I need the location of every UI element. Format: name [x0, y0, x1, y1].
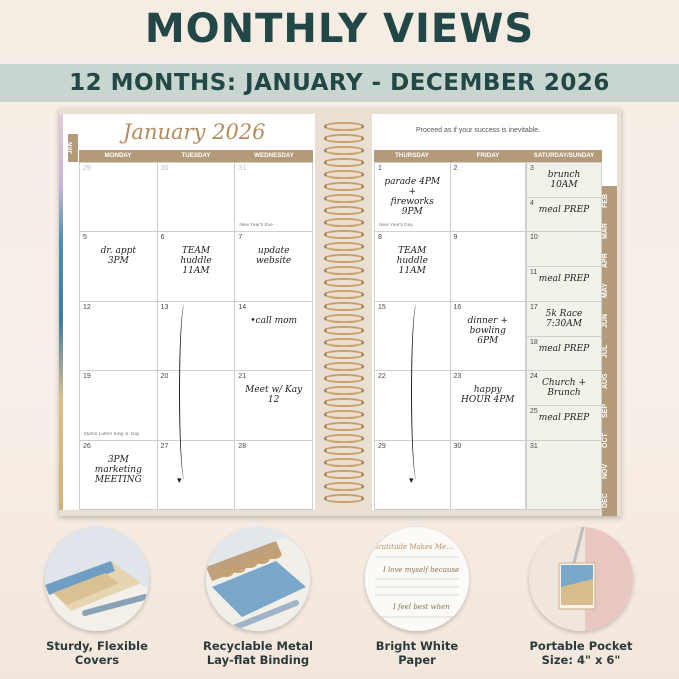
handwritten-entry: meal PREP [538, 412, 590, 423]
handwritten-entry: update website [256, 246, 292, 267]
weekend-column [526, 162, 602, 510]
spiral-coil [324, 314, 364, 323]
day-number: 1 [378, 165, 382, 172]
day-header: THURSDAY [395, 152, 429, 159]
day-number: 8 [378, 234, 382, 242]
day-number: 31 [238, 165, 247, 172]
calendar-day-cell[interactable] [527, 371, 602, 406]
day-number: 2 [453, 165, 458, 172]
handwritten-entry: meal PREP [538, 274, 590, 285]
calendar-day-cell[interactable] [375, 163, 451, 232]
spiral-coil [324, 230, 364, 239]
calendar-day-cell[interactable] [527, 232, 602, 267]
day-number: 19 [83, 373, 91, 381]
holiday-note: New Year's Eve [239, 223, 273, 229]
day-number: 23 [453, 373, 462, 381]
month-tabs [602, 186, 617, 516]
calendar-day-cell[interactable] [451, 371, 527, 440]
calendar-day-cell[interactable] [158, 302, 236, 371]
day-number: 13 [160, 303, 169, 311]
handwritten-entry: 3PM marketing MEETING [94, 454, 142, 485]
calendar-day-cell[interactable] [527, 163, 602, 198]
spiral-coil [324, 206, 364, 215]
day-number: 20 [160, 373, 169, 381]
feature-paper [352, 527, 482, 667]
day-number: 3 [530, 165, 534, 172]
calendar-day-cell[interactable] [527, 267, 602, 302]
arrow-line [179, 304, 193, 480]
day-header: MONDAY [104, 152, 132, 159]
calendar-grid-left [79, 162, 313, 510]
svg-text:I love myself because: I love myself because [383, 566, 460, 574]
calendar-day-cell[interactable] [158, 371, 236, 440]
handwritten-entry: brunch 10AM [547, 170, 581, 190]
day-number: 7 [238, 234, 243, 242]
handwritten-entry: dr. appt 3PM [100, 246, 136, 267]
calendar-day-cell[interactable] [235, 163, 313, 232]
handwritten-entry: TEAM huddle 11AM [180, 246, 212, 277]
month-tab-sep[interactable]: SEP [602, 404, 609, 419]
handwritten-entry: Meet w/ Kay 12 [245, 385, 303, 406]
calendar-day-cell[interactable] [235, 232, 313, 301]
spiral-coil [324, 254, 364, 263]
spiral-binding-icon [206, 527, 310, 631]
spiral-coil [324, 410, 364, 419]
paper-page-icon [365, 527, 469, 631]
spiral-coil [324, 494, 364, 503]
day-number: 22 [378, 373, 386, 381]
calendar-day-cell[interactable] [235, 371, 313, 440]
spiral-coil [324, 218, 364, 227]
feature-label: Portable Pocket Size: 4" x 6" [529, 639, 633, 667]
month-tab-oct[interactable]: OCT [602, 433, 609, 449]
day-number: 17 [530, 303, 538, 311]
motivational-quote: Proceed as if your success is inevitable. [416, 127, 541, 134]
calendar-day-cell[interactable] [158, 163, 236, 232]
spiral-coil [324, 374, 364, 383]
calendar-day-cell[interactable] [235, 302, 313, 371]
calendar-day-cell[interactable] [80, 371, 158, 440]
calendar-day-cell[interactable] [527, 441, 602, 510]
month-tab-apr[interactable]: APR [602, 253, 609, 269]
subtitle-text: 12 MONTHS: JANUARY - DECEMBER 2026 [69, 70, 610, 96]
subtitle-band [0, 64, 679, 102]
calendar-day-cell[interactable] [527, 406, 602, 441]
svg-text:Gratitude Makes Me...: Gratitude Makes Me... [373, 543, 453, 551]
day-number: 10 [530, 234, 538, 242]
calendar-day-cell[interactable] [158, 232, 236, 301]
day-number: 30 [453, 442, 462, 450]
handwritten-entry: meal PREP [538, 343, 590, 354]
planner-cover-icon [45, 527, 149, 631]
month-tab-jun[interactable]: JUN [602, 314, 609, 329]
day-number: 6 [160, 234, 165, 242]
calendar-day-cell[interactable] [235, 441, 313, 510]
day-header-bar-left [79, 150, 313, 162]
day-number: 11 [530, 269, 538, 277]
spiral-coil [324, 398, 364, 407]
spiral-coil [324, 470, 364, 479]
arrow-line [411, 304, 425, 480]
planner-spread [59, 108, 621, 516]
handwritten-entry: happy HOUR 4PM [461, 385, 515, 406]
svg-text:I feel best when: I feel best when [393, 603, 450, 611]
spiral-coil [324, 290, 364, 299]
holiday-note: New Year's Day [379, 223, 413, 229]
calendar-day-cell[interactable] [80, 441, 158, 510]
day-number: 25 [530, 407, 538, 415]
handwritten-entry: •call mom [250, 315, 298, 326]
month-tab-dec[interactable]: DEC [602, 493, 609, 509]
handwritten-entry: parade 4PM + fireworks 9PM [384, 177, 441, 217]
feature-binding [193, 527, 323, 667]
calendar-day-cell[interactable] [527, 302, 602, 337]
arrow-head-icon: ▾ [177, 475, 182, 485]
features-row [0, 527, 679, 679]
day-number: 9 [453, 234, 458, 242]
day-number: 27 [160, 442, 169, 450]
handwritten-entry: meal PREP [538, 204, 590, 215]
day-number: 16 [453, 303, 462, 311]
calendar-day-cell[interactable] [527, 337, 602, 372]
feature-label: Bright White Paper [375, 639, 459, 667]
calendar-day-cell[interactable] [80, 232, 158, 301]
spiral-coil [324, 338, 364, 347]
day-number: 12 [83, 303, 91, 311]
spiral-coil [324, 146, 364, 155]
calendar-day-cell[interactable] [375, 232, 451, 301]
page-headline: MONTHLY VIEWS [144, 6, 535, 52]
month-tab-jan[interactable]: JAN [68, 134, 78, 162]
calendar-day-cell[interactable] [451, 232, 527, 301]
holiday-note: Martin Luther King Jr. Day [84, 431, 140, 437]
day-number: 26 [83, 442, 91, 450]
day-number: 31 [530, 442, 538, 450]
spiral-coil [324, 242, 364, 251]
month-tab-jul[interactable]: JUL [602, 344, 609, 358]
day-number: 21 [238, 373, 247, 381]
day-number: 15 [378, 303, 386, 311]
month-tab-nov[interactable]: NOV [602, 463, 609, 479]
spiral-coil [324, 158, 364, 167]
day-number: 29 [378, 442, 386, 450]
day-header: TUESDAY [181, 152, 211, 159]
spiral-coil [324, 278, 364, 287]
handwritten-entry: 5k Race 7:30AM [545, 308, 583, 329]
spiral-coil [324, 266, 364, 275]
spiral-coil [324, 194, 364, 203]
month-tab-aug[interactable]: AUG [602, 373, 609, 389]
spiral-coil [324, 446, 364, 455]
spiral-coil [324, 326, 364, 335]
feature-label: Sturdy, Flexible Covers [46, 639, 148, 667]
spiral-coil [324, 302, 364, 311]
spiral-coil [324, 434, 364, 443]
handwritten-entry: dinner + bowling 6PM [467, 315, 508, 346]
day-header-bar-right [374, 150, 602, 162]
day-number: 14 [238, 303, 247, 311]
calendar-day-cell[interactable] [451, 441, 527, 510]
month-title: January 2026 [123, 120, 266, 144]
month-tab-feb[interactable]: FEB [602, 194, 609, 208]
feature-covers [32, 527, 162, 667]
spiral-coil [324, 182, 364, 191]
day-number: 24 [530, 373, 538, 381]
handwritten-entry: TEAM huddle 11AM [396, 246, 428, 277]
right-page [372, 114, 617, 510]
calendar-day-cell[interactable] [80, 163, 158, 232]
spiral-binding [316, 114, 372, 510]
arrow-head-icon: ▾ [409, 475, 414, 485]
day-number: 18 [530, 338, 538, 346]
handwritten-entry: Church + Brunch [541, 378, 587, 399]
spiral-coil [324, 482, 364, 491]
day-header: WEDNESDAY [254, 152, 294, 159]
spiral-coil [324, 422, 364, 431]
spiral-coil [324, 134, 364, 143]
day-header: SATURDAY/SUNDAY [533, 152, 595, 159]
calendar-day-cell[interactable] [527, 198, 602, 233]
feature-pocket-size [516, 527, 646, 667]
calendar-day-cell[interactable] [158, 441, 236, 510]
month-tab-mar[interactable]: MAR [602, 223, 609, 239]
spiral-coil [324, 362, 364, 371]
spiral-coil [324, 122, 364, 131]
spiral-coil [324, 386, 364, 395]
day-number: 28 [238, 442, 247, 450]
calendar-day-cell[interactable] [451, 302, 527, 371]
day-number: 4 [530, 199, 534, 207]
calendar-grid-right [374, 162, 526, 510]
day-number: 30 [160, 165, 169, 172]
day-number: 5 [83, 234, 87, 242]
pocket-planner-icon [529, 527, 633, 631]
month-tab-may[interactable]: MAY [602, 283, 609, 299]
calendar-day-cell[interactable] [451, 163, 527, 232]
day-number: 29 [83, 165, 91, 172]
feature-label: Recyclable Metal Lay-flat Binding [203, 639, 313, 667]
calendar-day-cell[interactable] [80, 302, 158, 371]
spiral-coil [324, 350, 364, 359]
spiral-coil [324, 458, 364, 467]
day-header: FRIDAY [476, 152, 500, 159]
spiral-coil [324, 170, 364, 179]
